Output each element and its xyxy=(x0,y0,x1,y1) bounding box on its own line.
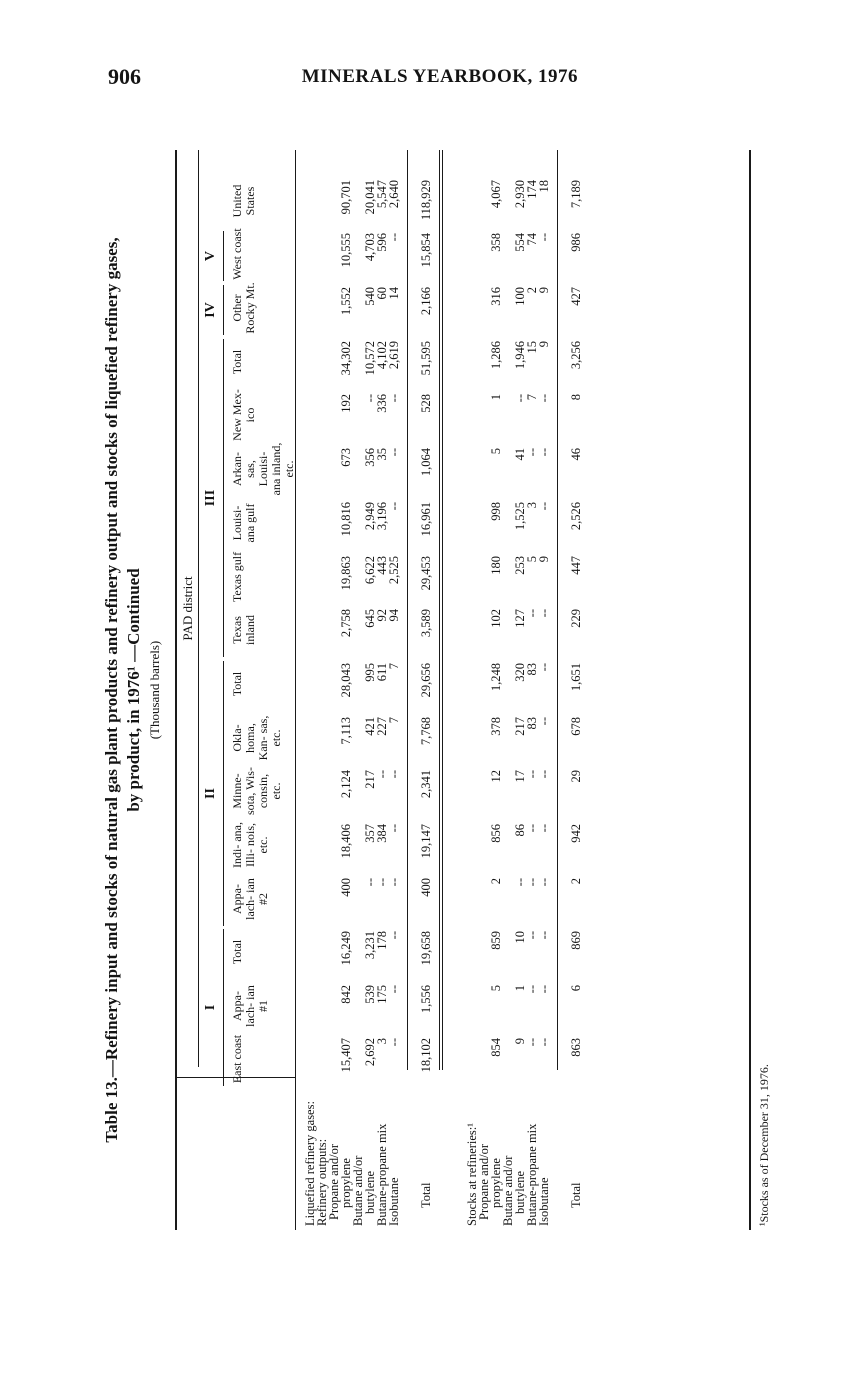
table-cell: 942 xyxy=(569,824,583,843)
table-cell: -- xyxy=(525,824,539,833)
stub-stocks-butane-cont: butylene xyxy=(513,1170,527,1214)
table-cell: 4,703 xyxy=(363,233,377,262)
table-cell: -- xyxy=(537,770,551,779)
table-cell: 10,572 xyxy=(363,341,377,376)
table-cell: -- xyxy=(537,448,551,457)
table-cell: 127 xyxy=(513,609,527,628)
table-cell: 995 xyxy=(363,663,377,682)
district-II: II xyxy=(203,788,218,799)
table-cell: 316 xyxy=(489,287,503,306)
stub-stocks-butane-propane: Butane-propane mix xyxy=(525,1123,539,1226)
table-cell: 2,619 xyxy=(387,341,401,370)
stub-stocks-propane-cont: propylene xyxy=(489,1158,503,1208)
table-cell: 421 xyxy=(363,717,377,736)
table-cell: -- xyxy=(387,824,401,833)
table-cell: -- xyxy=(513,878,527,887)
table-cell: 3,589 xyxy=(419,609,433,638)
table-cell: -- xyxy=(387,502,401,511)
column-header: Louisi- ana gulf xyxy=(230,503,257,543)
table-cell: -- xyxy=(537,1038,551,1047)
column-header: East coast xyxy=(230,1034,244,1084)
table-cell: 554 xyxy=(513,233,527,252)
table-cell: 2,341 xyxy=(419,770,433,799)
table-cell: 29,453 xyxy=(419,556,433,591)
table-cell: 5 xyxy=(525,556,539,563)
table-cell: 175 xyxy=(375,985,389,1004)
table-cell: 5 xyxy=(489,448,503,455)
table-cell: -- xyxy=(537,233,551,242)
stub-butane: Butane and/or xyxy=(351,1155,365,1226)
table-cell: 3 xyxy=(525,502,539,509)
table-cell: 842 xyxy=(339,985,353,1004)
table-cell: 443 xyxy=(375,556,389,575)
table-cell: 100 xyxy=(513,287,527,306)
running-head: MINERALS YEARBOOK, 1976 xyxy=(301,66,578,87)
table-cell: 645 xyxy=(363,609,377,628)
table-cell: 2,758 xyxy=(339,609,353,638)
table-cell: 3 xyxy=(375,1038,389,1045)
stub-refinery-outputs: Refinery outputs: xyxy=(315,1138,329,1226)
table-cell: 7,189 xyxy=(569,180,583,209)
table-cell: 178 xyxy=(375,931,389,950)
table-cell: 17 xyxy=(513,770,527,783)
table-cell: -- xyxy=(537,663,551,672)
table-cell: 10,816 xyxy=(339,502,353,537)
table-cell: 18,406 xyxy=(339,824,353,859)
table-cell: -- xyxy=(525,770,539,779)
table-cell: -- xyxy=(363,878,377,887)
column-header: Arkan- sas, Louisi- ana inland, etc. xyxy=(230,442,296,496)
column-header: Minne- sota, Wis- consin, etc. xyxy=(230,767,283,815)
table-title: Table 13.—Refinery input and stocks of natural gas plant products and refinery output and stocks of liquefied refinery gases, xyxy=(102,237,121,1143)
district-rule xyxy=(223,339,224,657)
bottom-rule xyxy=(749,150,751,1230)
table-cell: 14 xyxy=(387,287,401,300)
table-cell: 856 xyxy=(489,824,503,843)
table-cell: -- xyxy=(525,985,539,994)
table-cell: 10 xyxy=(513,931,527,944)
table-cell: 16,249 xyxy=(339,931,353,966)
table-units: (Thousand barrels) xyxy=(147,640,162,740)
table-cell: 356 xyxy=(363,448,377,467)
table-cell: -- xyxy=(387,770,401,779)
table-cell: 3,231 xyxy=(363,931,377,960)
top-rule xyxy=(175,150,177,1230)
table-cell: 90,701 xyxy=(339,180,353,215)
column-header: Indi- ana, Illi- nois, etc. xyxy=(230,822,270,868)
table-cell: 678 xyxy=(569,717,583,736)
table-cell: -- xyxy=(387,233,401,242)
column-header: New Mex- ico xyxy=(230,389,257,441)
table-cell: 192 xyxy=(339,394,353,413)
table-cell: -- xyxy=(537,609,551,618)
rotated-table xyxy=(95,150,775,1230)
table-cell: 384 xyxy=(375,824,389,843)
table-cell: 2,525 xyxy=(387,556,401,585)
table-title-continued: by product, in 1976¹ —Continued xyxy=(124,568,143,812)
stub-stocks-propane: Propane and/or xyxy=(477,1143,491,1220)
table-cell: 540 xyxy=(363,287,377,306)
table-cell: -- xyxy=(537,717,551,726)
stub-section-lrg: Liquefied refinery gases: xyxy=(303,1101,317,1226)
district-V: V xyxy=(203,250,218,262)
table-cell: -- xyxy=(513,394,527,403)
stub-total-stocks: Total xyxy=(569,1182,583,1208)
table-cell: 19,147 xyxy=(419,824,433,859)
table-cell: 217 xyxy=(363,770,377,789)
column-header: West coast xyxy=(230,228,244,280)
stub-propane-cont: propylene xyxy=(339,1158,353,1208)
table-cell: 427 xyxy=(569,287,583,306)
table-cell: -- xyxy=(387,448,401,457)
column-header: Total xyxy=(230,349,244,375)
table-cell: 118,929 xyxy=(419,180,433,221)
table-cell: 15,854 xyxy=(419,233,433,268)
table-cell: 2,949 xyxy=(363,502,377,531)
table-cell: -- xyxy=(525,609,539,618)
stub-butane-cont: butylene xyxy=(363,1170,377,1214)
table-cell: 29 xyxy=(569,770,583,783)
table-cell: 2,166 xyxy=(419,287,433,316)
table-cell: 180 xyxy=(489,556,503,575)
total-rule xyxy=(407,150,408,1070)
table-cell: -- xyxy=(387,394,401,403)
table-cell: 94 xyxy=(387,609,401,622)
district-IV: IV xyxy=(203,302,218,318)
table-cell: 5,547 xyxy=(375,180,389,209)
table-cell: 596 xyxy=(375,233,389,252)
table-cell: 9 xyxy=(537,556,551,563)
table-cell: 46 xyxy=(569,448,583,461)
table-cell: -- xyxy=(525,448,539,457)
total-double-rule xyxy=(439,150,440,1070)
table-cell: 7 xyxy=(525,394,539,401)
table-cell: 7 xyxy=(387,663,401,670)
total-double-rule xyxy=(442,150,443,1070)
table-cell: 854 xyxy=(489,1038,503,1057)
column-header: Appa- lach- ian #2 xyxy=(230,878,270,920)
table-cell: 10,555 xyxy=(339,233,353,268)
table-cell: 35 xyxy=(375,448,389,461)
table-cell: 4,102 xyxy=(375,341,389,370)
table-cell: -- xyxy=(537,985,551,994)
table-cell: 998 xyxy=(489,502,503,521)
table-cell: 1,248 xyxy=(489,663,503,692)
table-cell: 863 xyxy=(569,1038,583,1057)
table-cell: 86 xyxy=(513,824,527,837)
table-cell: 7,768 xyxy=(419,717,433,746)
table-cell: 15 xyxy=(525,341,539,354)
district-rule xyxy=(223,929,224,1086)
table-cell: 60 xyxy=(375,287,389,300)
table-cell: 357 xyxy=(363,824,377,843)
table-cell: 83 xyxy=(525,717,539,730)
table-cell: 1,286 xyxy=(489,341,503,370)
table-cell: 229 xyxy=(569,609,583,628)
table-cell: 400 xyxy=(339,878,353,897)
table-cell: 51,595 xyxy=(419,341,433,376)
table-cell: 1,064 xyxy=(419,448,433,477)
table-cell: 6 xyxy=(569,985,583,992)
table-cell: 83 xyxy=(525,663,539,676)
table-cell: 2,930 xyxy=(513,180,527,209)
table-cell: 336 xyxy=(375,394,389,413)
table-cell: 74 xyxy=(525,233,539,246)
table-cell: 20,041 xyxy=(363,180,377,215)
table-cell: 1 xyxy=(489,394,503,401)
table-cell: 3,196 xyxy=(375,502,389,531)
footnote: ¹Stocks as of December 31, 1976. xyxy=(757,1064,771,1226)
table-cell: -- xyxy=(537,502,551,511)
table-cell: 9 xyxy=(513,1038,527,1045)
table-cell: 253 xyxy=(513,556,527,575)
table-cell: 7,113 xyxy=(339,717,353,745)
table-cell: 19,863 xyxy=(339,556,353,591)
table-cell: 1,651 xyxy=(569,663,583,692)
table-cell: 611 xyxy=(375,663,389,682)
head-rule xyxy=(295,150,296,1230)
pad-district-spanner: PAD district xyxy=(180,576,195,641)
table-cell: 869 xyxy=(569,931,583,950)
table-cell: -- xyxy=(537,824,551,833)
table-cell: 34,302 xyxy=(339,341,353,376)
table-cell: 19,658 xyxy=(419,931,433,966)
table-cell: 447 xyxy=(569,556,583,575)
table-cell: 986 xyxy=(569,233,583,252)
column-header: Okla- homa, Kan- sas, etc. xyxy=(230,715,283,761)
table-cell: -- xyxy=(525,878,539,887)
stub-total-outputs: Total xyxy=(419,1182,433,1208)
table-cell: 1 xyxy=(513,985,527,992)
table-cell: 358 xyxy=(489,233,503,252)
table-cell: 3,256 xyxy=(569,341,583,370)
table-cell: -- xyxy=(375,878,389,887)
column-header: Total xyxy=(230,939,244,965)
stub-propane: Propane and/or xyxy=(327,1143,341,1220)
table-cell: 174 xyxy=(525,180,539,199)
table-cell: 2,124 xyxy=(339,770,353,799)
table-cell: 29,656 xyxy=(419,663,433,698)
district-rule xyxy=(223,285,224,335)
table-cell: 673 xyxy=(339,448,353,467)
table-cell: 1,946 xyxy=(513,341,527,370)
table-cell: 227 xyxy=(375,717,389,736)
table-cell: 9 xyxy=(537,287,551,294)
table-cell: 4,067 xyxy=(489,180,503,209)
table-cell: 2,692 xyxy=(363,1038,377,1067)
table-cell: 41 xyxy=(513,448,527,461)
table-cell: 2,640 xyxy=(387,180,401,209)
column-header: Other Rocky Mt. xyxy=(230,282,257,334)
stub-stocks-butane: Butane and/or xyxy=(501,1155,515,1226)
stub-butane-propane: Butane-propane mix xyxy=(375,1123,389,1226)
column-header: United States xyxy=(230,184,257,218)
column-header: Total xyxy=(230,671,244,697)
stub-stocks-isobutane: Isobutane xyxy=(537,1177,551,1226)
table-cell: 18 xyxy=(537,180,551,193)
district-rule xyxy=(223,231,224,281)
table-cell: 9 xyxy=(537,341,551,348)
table-cell: -- xyxy=(363,394,377,403)
column-header: Appa- lach- ian #1 xyxy=(230,985,270,1027)
table-cell: 15,407 xyxy=(339,1038,353,1073)
district-rule xyxy=(223,661,224,926)
table-cell: 2 xyxy=(569,878,583,885)
page-number: 906 xyxy=(108,64,141,89)
table-cell: -- xyxy=(537,394,551,403)
table-cell: 1,552 xyxy=(339,287,353,316)
column-header: Texas inland xyxy=(230,615,257,645)
table-cell: 1,556 xyxy=(419,985,433,1014)
table-cell: 8 xyxy=(569,394,583,401)
table-cell: 2 xyxy=(489,878,503,885)
table-cell: -- xyxy=(387,878,401,887)
district-I: I xyxy=(203,1004,218,1011)
table-cell: -- xyxy=(375,770,389,779)
spanner-rule xyxy=(198,150,199,1067)
table-cell: 2,526 xyxy=(569,502,583,531)
table-cell: 7 xyxy=(387,717,401,724)
stocks-total-rule xyxy=(557,150,558,1070)
table-cell: 6,622 xyxy=(363,556,377,585)
table-cell: 12 xyxy=(489,770,503,783)
table-cell: 18,102 xyxy=(419,1038,433,1073)
table-cell: 400 xyxy=(419,878,433,897)
table-cell: -- xyxy=(387,1038,401,1047)
table-cell: 92 xyxy=(375,609,389,622)
table-cell: -- xyxy=(525,931,539,940)
table-cell: 28,043 xyxy=(339,663,353,698)
table-cell: 539 xyxy=(363,985,377,1004)
district-III: III xyxy=(203,489,218,507)
table-cell: -- xyxy=(537,931,551,940)
table-cell: 217 xyxy=(513,717,527,736)
table-cell: 528 xyxy=(419,394,433,413)
table-cell: 859 xyxy=(489,931,503,950)
table-cell: 2 xyxy=(525,287,539,294)
table-cell: -- xyxy=(387,985,401,994)
table-cell: 320 xyxy=(513,663,527,682)
table-cell: -- xyxy=(387,931,401,940)
stub-isobutane: Isobutane xyxy=(387,1177,401,1226)
column-header: Texas gulf xyxy=(230,551,244,603)
table-cell: 102 xyxy=(489,609,503,628)
stub-section-stocks: Stocks at refineries:¹ xyxy=(465,1122,479,1226)
table-cell: -- xyxy=(537,878,551,887)
table-cell: 378 xyxy=(489,717,503,736)
table-cell: 1,525 xyxy=(513,502,527,531)
table-cell: 5 xyxy=(489,985,503,992)
table-cell: 16,961 xyxy=(419,502,433,537)
table-cell: -- xyxy=(525,1038,539,1047)
